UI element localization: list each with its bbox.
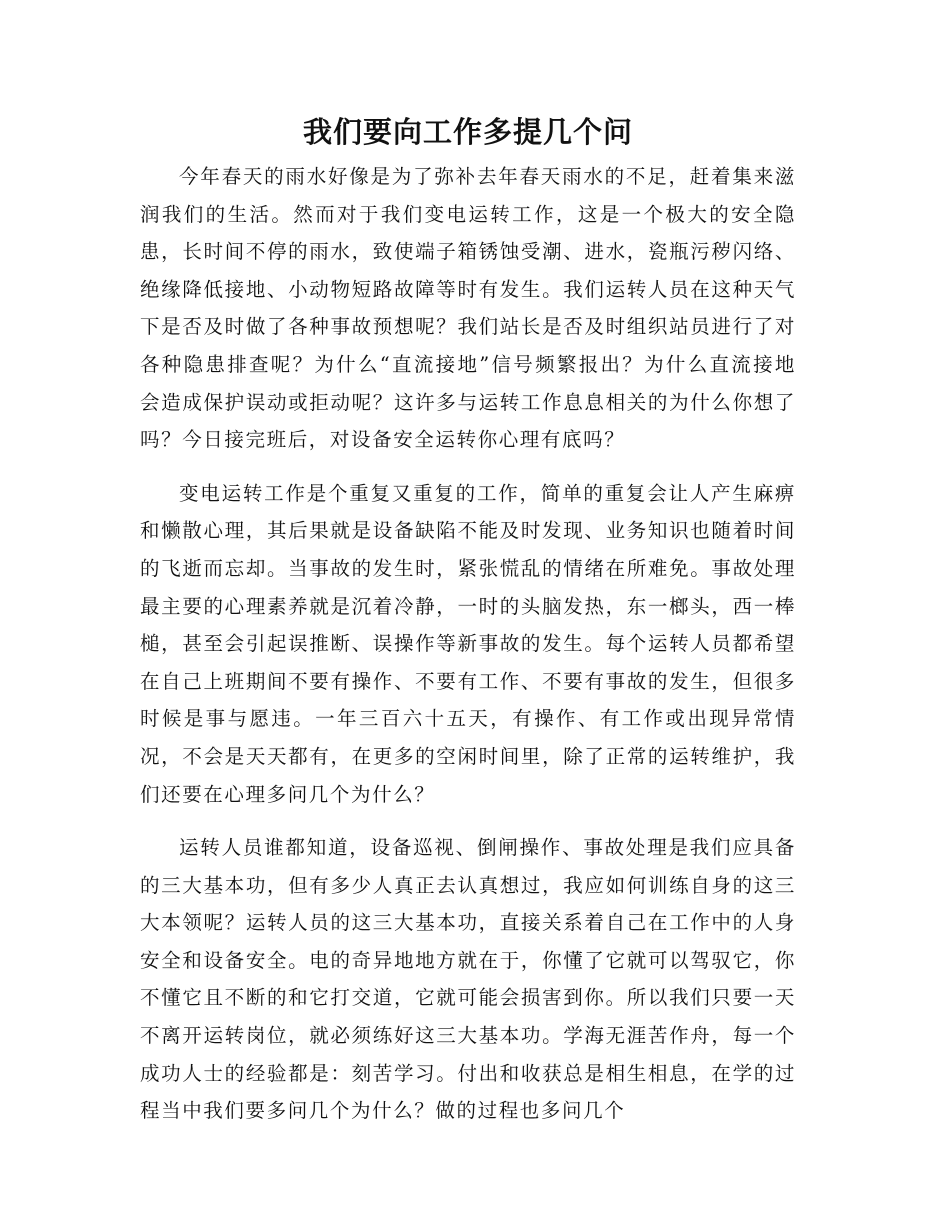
document-title: 我们要向工作多提几个问 <box>302 115 633 149</box>
paragraph-1: 今年春天的雨水好像是为了弥补去年春天雨水的不足，赶着集来滋润我们的生活。然而对于我们变电运转工作，这是一个极大的安全隐患，长时间不停的雨水，致使端子箱锈蚀受潮、进水，瓷瓶污秽闪络、绝缘降低接地、小动物短路故障等时有发生。我们运转人员在这种天气下是否及时做了各种事故预想呢？我们站长是否及时组织站员进行了对各种隐患排查呢？为什么“直流接地”信号频繁报出？为什么直流接地会造成保护误动或拒动呢？这许多与运转工作息息相关的为什么你想了吗？今日接完班后，对设备安全运转你心理有底吗？ <box>140 165 796 452</box>
paragraph-3: 运转人员谁都知道，设备巡视、倒闸操作、事故处理是我们应具备的三大基本功，但有多少人真正去认真想过，我应如何训练自身的这三大本领呢？运转人员的这三大基本功，直接关系着自己在工作中的人身安全和设备安全。电的奇异地地方就在于，你懂了它就可以驾驭它，你不懂它且不断的和它打交道，它就可能会损害到你。所以我们只要一天不离开运转岗位，就必须练好这三大基本功。学海无涯苦作舟，每一个成功人士的经验都是：刻苦学习。付出和收获总是相生相息，在学的过程当中我们要多问几个为什么？做的过程也多问几个 <box>140 836 796 1123</box>
document-page <box>140 112 796 1146</box>
paragraph-2: 变电运转工作是个重复又重复的工作，简单的重复会让人产生麻痹和懒散心理，其后果就是设备缺陷不能及时发现、业务知识也随着时间的飞逝而忘却。当事故的发生时，紧张慌乱的情绪在所难免。事故处理最主要的心理素养就是沉着冷静，一时的头脑发热，东一榔头，西一棒槌，甚至会引起误推断、误操作等新事故的发生。每个运转人员都希望在自己上班期间不要有操作、不要有工作、不要有事故的发生，但很多时候是事与愿违。一年三百六十五天，有操作、有工作或出现异常情况，不会是天天都有，在更多的空闲时间里，除了正常的运转维护，我们还要在心理多问几个为什么？ <box>140 481 796 806</box>
